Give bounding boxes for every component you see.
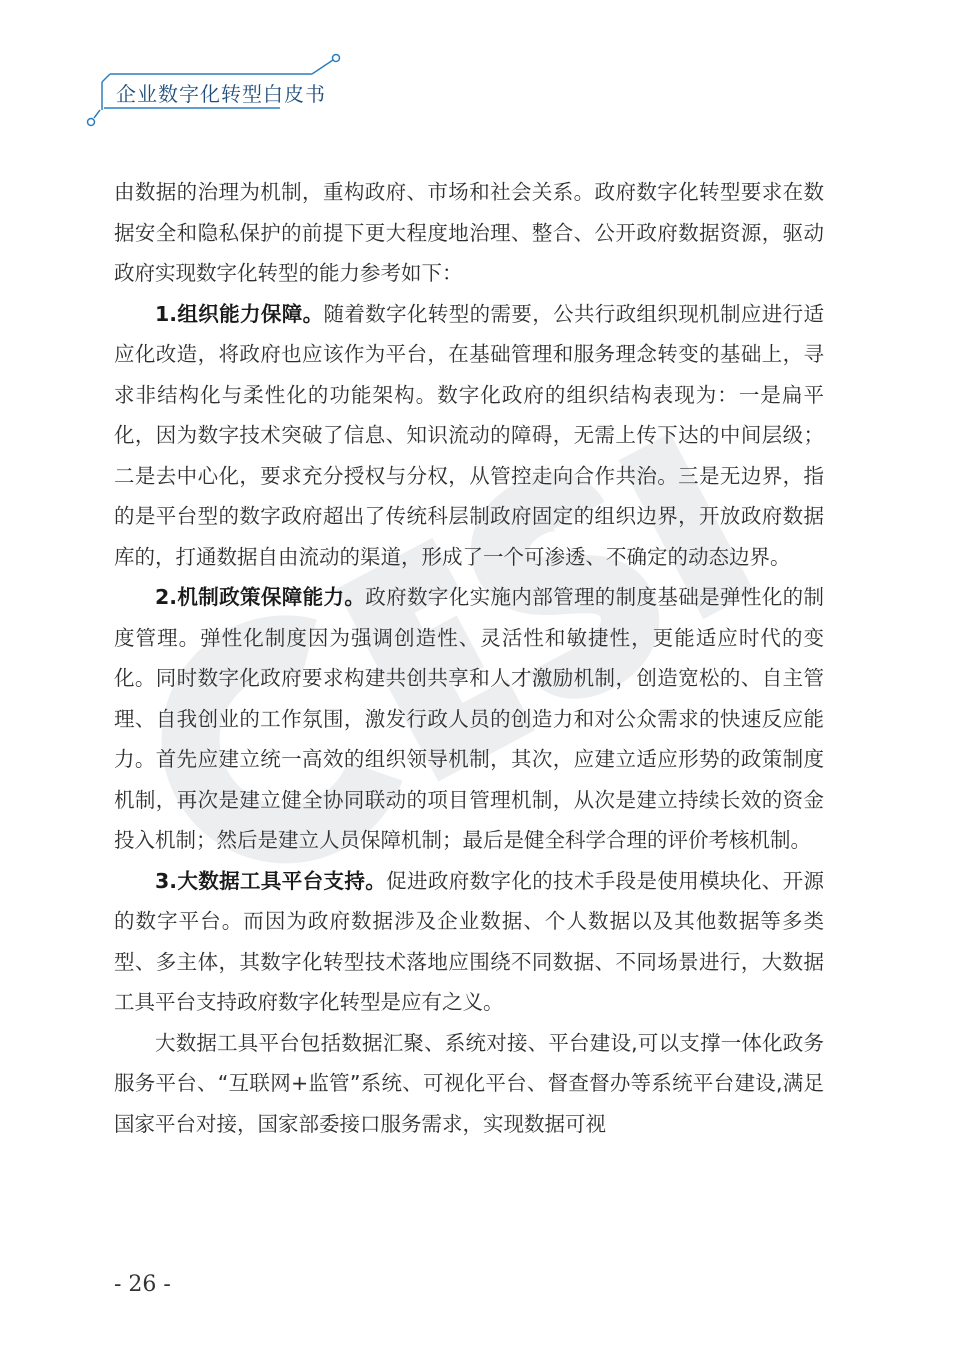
paragraph-text: 大数据工具平台包括数据汇聚、系统对接、平台建设,可以支撑一体化政务服务平台、“互联网+监管”系统、可视化平台、督查督办等系统平台建设,满足国家平台对接，国家部委接口服务需求，实现数据可视 bbox=[114, 1030, 824, 1136]
paragraph-intro bbox=[114, 172, 824, 294]
paragraph-text: 随着数字化转型的需要，公共行政组织现机制应进行适应化改造，将政府也应该作为平台，在基础管理和服务理念转变的基础上，寻求非结构化与柔性化的功能架构。数字化政府的组织结构表现为：一是扁平化，因为数字技术突破了信息、知识流动的障碍，无需上传下达的中间层级；二是去中心化，要求充分授权与分权，从管控走向合作共治。三是无边界，指的是平台型的数字政府超出了传统科层制政府固定的组织边界，开放政府数据库的，打通数据自由流动的渠道，形成了一个可渗透、不确定的动态边界。 bbox=[114, 301, 825, 569]
page-header bbox=[80, 40, 360, 140]
body-text bbox=[114, 172, 824, 1144]
paragraph-text: 由数据的治理为机制，重构政府、市场和社会关系。政府数字化转型要求在数据安全和隐私保护的前提下更大程度地治理、整合、公开政府数据资源，驱动政府实现数字化转型的能力参考如下： bbox=[114, 180, 824, 285]
header-title: 企业数字化转型白皮书 bbox=[116, 82, 326, 106]
paragraph-big-data bbox=[114, 861, 824, 1023]
paragraph-organization bbox=[114, 294, 824, 578]
paragraph-lead: 3.大数据工具平台支持。 bbox=[155, 868, 387, 893]
paragraph-lead: 1.组织能力保障。 bbox=[155, 301, 324, 326]
paragraph-platform bbox=[114, 1023, 824, 1145]
page-number: - 26 - bbox=[114, 1272, 171, 1297]
paragraph-text: 政府数字化实施内部管理的制度基础是弹性化的制度管理。弹性化制度因为强调创造性、灵活性和敏捷性，更能适应时代的变化。同时数字化政府要求构建共创共享和人才激励机制，创造宽松的、自主管理、自我创业的工作氛围，激发行政人员的创造力和对公众需求的快速反应能力。首先应建立统一高效的组织领导机制，其次，应建立适应形势的政策制度机制，再次是建立健全协同联动的项目管理机制，从次是建立持续长效的资金投入机制；然后是建立人员保障机制；最后是健全科学合理的评价考核机制。 bbox=[114, 585, 824, 852]
paragraph-lead: 2.机制政策保障能力。 bbox=[155, 585, 366, 609]
paragraph-text: 促进政府数字化的技术手段是使用模块化、开源的数字平台。而因为政府数据涉及企业数据、个人数据以及其他数据等多类型、多主体，其数字化转型技术落地应围绕不同数据、不同场景进行，大数据工具平台支持政府数字化转型是应有之义。 bbox=[114, 868, 824, 1014]
paragraph-mechanism bbox=[114, 577, 824, 861]
